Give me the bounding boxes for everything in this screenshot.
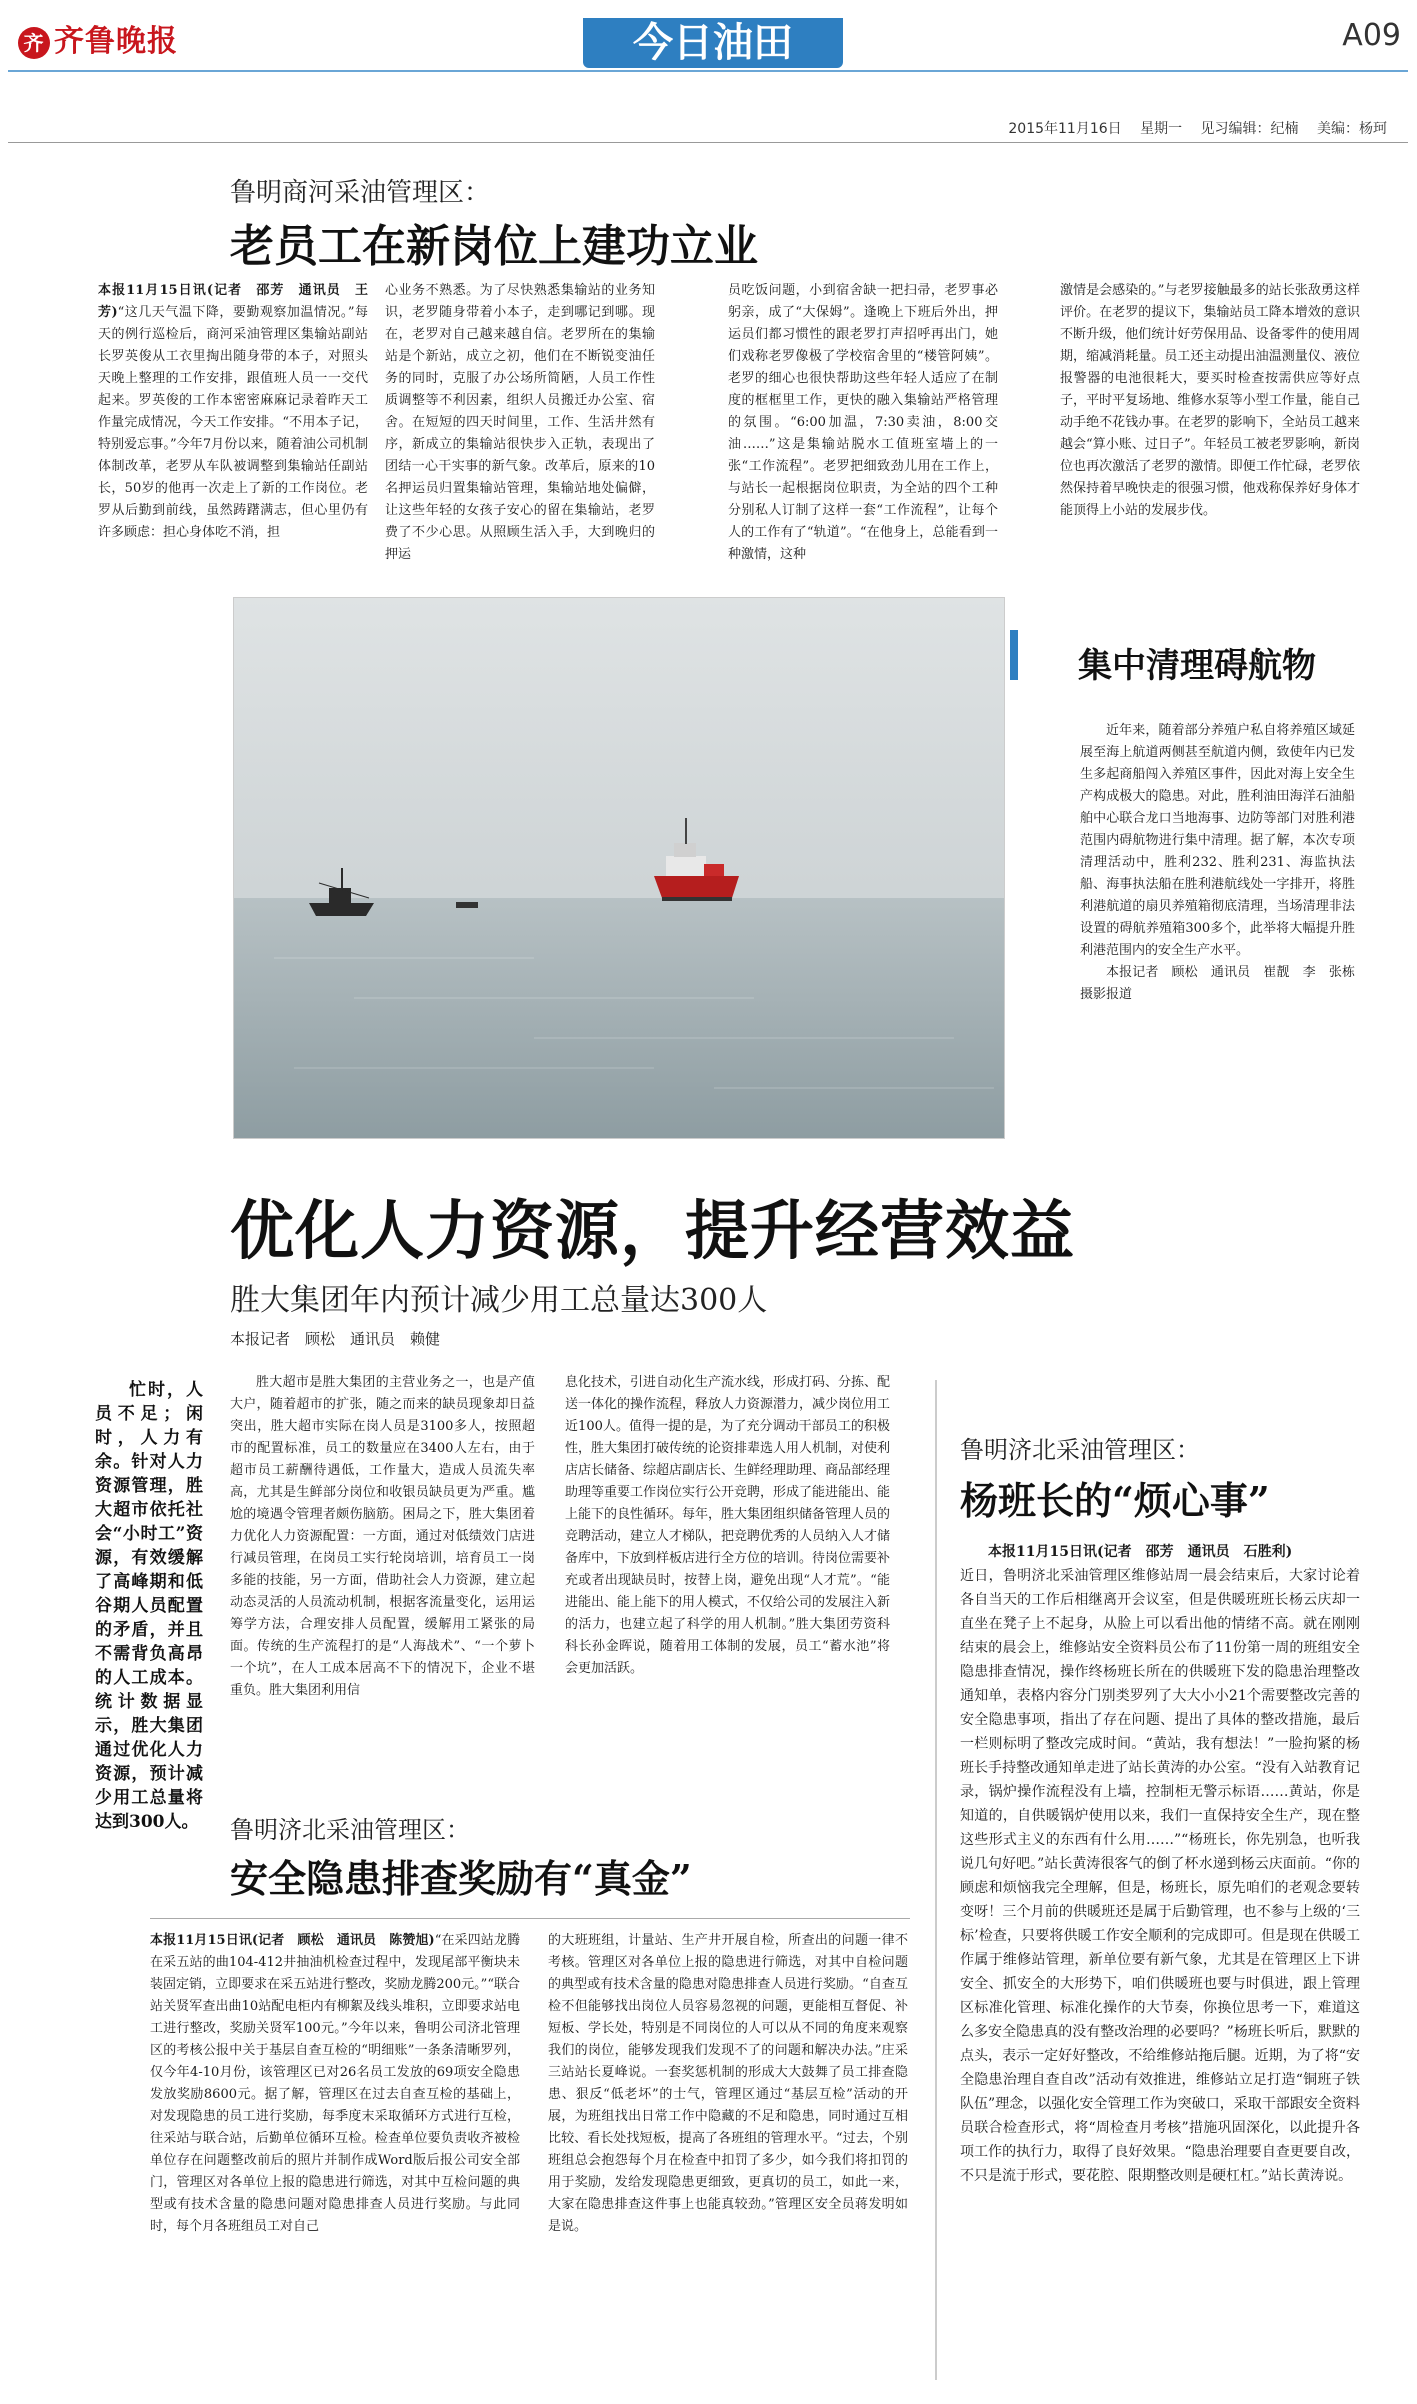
- dateline: 2015年11月16日 星期一 见习编辑：纪楠 美编：杨珂: [1008, 121, 1387, 137]
- article2-column-1: 胜大超市是胜大集团的主营业务之一，也是产值大户，随着超市的扩张，随之而来的缺员现象却日益突出，胜大超市实际在岗人员是3100多人，按照超市的配置标准，员工的数量应在3400人左右，由于超市员工薪酬待遇低，工作量大，造成人员流失率高，尤其是生鲜部分岗位和收银员缺员更为严重。尴尬的境遇令管理者颇伤脑筋。困局之下，胜大集团着力优化人力资源配置：一方面，通过对低绩效门店进行减员管理，在岗员工实行轮岗培训，培育员工一岗多能的技能，另一方面，借助社会人力资源，建立起动态灵活的人员流动机制，根据客流量变化，运用运筹学方法，合理安排人员配置，缓解用工紧张的局面。传统的生产流程打的是“人海战术”、“一个萝卜一个坑”，在人工成本居高不下的情况下，企业不堪重负。胜大集团利用信: [230, 1375, 535, 1698]
- article1-column-2: 心业务不熟悉。为了尽快熟悉集输站的业务知识，老罗随身带着小本子，走到哪记到哪。现在，老罗对自己越来越自信。老罗所在的集输站是个新站，成立之初，他们在不断锐变油任务的同时，克服了办公场所简陋，人员工作性质调整等不利因素，组织人员搬迁办公室、宿舍。在短短的四天时间里，工作、生活井然有序，新成立的集输站很快步入正轨，表现出了团结一心干实事的新气象。改革后，原来的10名押运员归置集输站管理，集输站地处偏僻，让这些年轻的女孩子安心的留在集输站，老罗费了不少心思。从照顾生活入手，大到晚归的押运: [385, 283, 655, 562]
- newspaper-logo: 齐 齐鲁晚报: [18, 16, 178, 60]
- page-number: A09: [1342, 18, 1401, 53]
- article1-column-4: 激情是会感染的。”与老罗接触最多的站长张敌勇这样评价。在老罗的提议下，集输站员工降本增效的意识不断升级，他们统计好劳保用品、设备零件的使用周期，缩减消耗量。员工还主动提出油温测量仪、液位报警器的电池很耗大，要买时检查按需供应等好点子，平时平复场地、维修水泵等小型工作量，能自己动手绝不花钱办事。在老罗的影响下，全站员工越来越会“算小账、过日子”。年轻员工被老罗影响，新岗位也再次激活了老罗的激情。即便工作忙碌，老罗依然保持着早晚快走的很强习惯，他戏称保养好身体才能顶得上小站的发展步伐。: [1060, 283, 1360, 518]
- article2-lead: 忙时，人员不足；闲时，人力有余。针对人力资源管理，胜大超市依托社会“小时工”资源，有效缓解了高峰期和低谷期人员配置的矛盾，并且不需背负高昂的人工成本。统计数据显示，胜大集团通过优化人力资源，预计减少用工总量将达到300人。: [95, 1380, 203, 1832]
- article3-column-1: 本报11月15日讯(记者 顾松 通讯员 陈赞旭)“在采四站龙腾在采五站的曲104-412井抽油机检查过程中，发现尾部平衡块未装固定销，立即要求在采五站进行整改，奖励龙腾200元。”“联合站关贤军查出曲10站配电柜内有柳絮及线头堆积，立即要求站电工进行整改，奖励关贤军100元。”今年以来，鲁明公司济北管理区的考核公报中关于基层自查互检的“明细账”一条条清晰罗列，仅今年4-10月份，该管理区已对26名员工发放的69项安全隐患发放奖励8600元。据了解，管理区在过去自查互检的基础上，对发现隐患的员工进行奖励，每季度末采取循环方式进行互检，往采站与联合站，后勤单位循环互检。检查单位要负责收齐被检单位存在问题整改前后的照片并制作成Word版后报公司安全部门，管理区对各单位上报的隐患进行筛选，对其中互检问题的典型或有技术含量的隐患问题对隐患排查人员进行奖励。与此同时，每个月各班组员工对自己: [150, 1933, 521, 2234]
- sea-photo: [233, 597, 1005, 1139]
- ships-at-sea-image: [234, 598, 1004, 1138]
- article1-kicker: 鲁明商河采油管理区：: [230, 178, 491, 208]
- article2-subhead: 胜大集团年内预计减少用工总量达300人: [230, 1283, 768, 1318]
- article3-headline: 安全隐患排查奖励有“真金”: [230, 1856, 692, 1901]
- section-banner: 今日油田: [583, 18, 843, 68]
- sidebar-body: 近年来，随着部分养殖户私自将养殖区域延展至海上航道两侧甚至航道内侧，致使年内已发生多起商船闯入养殖区事件，因此对海上安全生产构成极大的隐患。对此，胜利油田海洋石油船舶中心联合龙口当地海事、边防等部门对胜利港范围内碍航物进行集中清理。据了解，本次专项清理活动中，胜利232、胜利231、海监执法船、海事执法船在胜利港航线处一字排开，将胜利港航道的扇贝养殖箱彻底清理，当场清理非法设置的碍航养殖箱300多个，此举将大幅提升胜利港范围内的安全生产水平。 本报记者 顾松 通讯员 崔靓 李 张栋 摄影报道: [1080, 723, 1369, 1002]
- sidebar-accent-bar: [1010, 630, 1018, 680]
- article2-byline: 本报记者 顾松 通讯员 赖健: [230, 1330, 441, 1348]
- article3-kicker: 鲁明济北采油管理区：: [230, 1816, 470, 1844]
- article4-kicker: 鲁明济北采油管理区：: [960, 1436, 1200, 1464]
- masthead-rule: [8, 70, 1408, 72]
- article4-headline: 杨班长的“烦心事”: [960, 1478, 1270, 1523]
- article3-rule: [150, 1918, 910, 1919]
- dateline-rule: [8, 142, 1408, 143]
- article2-headline: 优化人力资源，提升经营效益: [230, 1194, 1075, 1269]
- article2-column-2: 息化技术，引进自动化生产流水线，形成打码、分拣、配送一体化的操作流程，释放人力资源潜力，减少岗位用工近100人。值得一提的是，为了充分调动干部员工的积极性，胜大集团打破传统的论资排辈选人用人机制，对使利店店长储备、综超店副店长、生鲜经理助理、商品部经理助理等重要工作岗位实行公开竞聘，形成了能进能出、能上能下的良性循环。每年，胜大集团组织储备管理人员的竞聘活动，建立人才梯队，把竞聘优秀的人员纳入人才储备库中，下放到样板店进行全方位的培训。待岗位需要补充或者出现缺员时，按替上岗，避免出现“人才荒”。“能进能出、能上能下的用人模式，不仅给公司的发展注入新的活力，也建立起了科学的用人机制。”胜大集团劳资科科长孙金晖说，随着用工体制的发展，员工“蓄水池”将会更加活跃。: [565, 1375, 891, 1676]
- column-divider: [935, 1380, 937, 2380]
- article1-column-3: 员吃饭问题，小到宿舍缺一把扫帚，老罗事必躬亲，成了“大保姆”。逢晚上下班后外出，押运员们都习惯性的跟老罗打声招呼再出门，她们戏称老罗像极了学校宿舍里的“楼管阿姨”。老罗的细心也很快帮助这些年轻人适应了在制度的框框里工作，更快的融入集输站严格管理的氛围。“6:00加温，7:30卖油，8:00交油……”这是集输站脱水工值班室墙上的一张“工作流程”。老罗把细致劲儿用在工作上，与站长一起根据岗位职责，为全站的四个工种分别私人订制了这样一套“工作流程”，让每个人的工作有了“轨道”。“在他身上，总能看到一种激情，这种: [728, 283, 998, 562]
- article3-column-2: 的大班班组，计量站、生产井开展自检，所查出的问题一律不考核。管理区对各单位上报的隐患进行筛选，对其中自检问题的典型或有技术含量的隐患对隐患排查人员进行奖励。“自查互检不但能够找出岗位人员容易忽视的问题，更能相互督促、补短板、学长处，特别是不同岗位的人可以从不同的角度来观察我们的岗位，能够发现我们发现不了的问题和解决办法。”庄采三站站长夏峰说。一套奖惩机制的形成大大鼓舞了员工排查隐患、狠反“低老坏”的士气，管理区通过“基层互检”活动的开展，为班组找出日常工作中隐藏的不足和隐患，同时通过互相比较、看长处找短板，提高了各班组的管理水平。“过去，个别班组总会抱怨每个月在检查中扣罚了多少，如今我们将扣罚的用于奖励，发给发现隐患更细致，更真切的员工，如此一来，大家在隐患排查这件事上也能真较劲。”管理区安全员蒋发明如是说。: [548, 1933, 908, 2234]
- sidebar-headline: 集中清理碍航物: [1078, 646, 1316, 686]
- article1-headline: 老员工在新岗位上建功立业: [230, 221, 758, 272]
- article1-column-1: 本报11月15日讯(记者 邵芳 通讯员 王芳)“这几天气温下降，要勤观察加温情况。”每天的例行巡检后，商河采油管理区集输站副站长罗英俊从工衣里掏出随身带的本子，对照头天晚上整理的工作安排，跟值班人员一一交代起来。罗英俊的工作本密密麻麻记录着昨天工作量完成情况，今天工作安排。“不用本子记，特别爱忘事。”今年7月份以来，随着油公司机制体制改革，老罗从车队被调整到集输站任副站长，50岁的他再一次走上了新的工作岗位。老罗从后勤到前线，虽然踌躇满志，但心里仍有许多顾虑：担心身体吃不消，担: [98, 283, 368, 540]
- logo-mark-icon: 齐: [18, 27, 50, 59]
- article4-body: 本报11月15日讯(记者 邵芳 通讯员 石胜利) 近日，鲁明济北采油管理区维修站周一晨会结束后，大家讨论着各自当天的工作后相继离开会议室，但是供暖班班长杨云庆却一直坐在凳子上不起身，从脸上可以看出他的情绪不高。就在刚刚结束的晨会上，维修站安全资料员公布了11份第一周的班组安全隐患排查情况，操作终杨班长所在的供暖班下发的隐患治理整改通知单，表格内容分门别类罗列了大大小小21个需要整改完善的安全隐患事项，指出了存在问题、提出了具体的整改措施，最后一栏则标明了整改完成时间。“黄站，我有想法！”一脸拘紧的杨班长手持整改通知单走进了站长黄涛的办公室。“没有入站教育记录，锅炉操作流程没有上墙，控制柜无警示标语……黄站，你是知道的，自供暖锅炉使用以来，我们一直保持安全生产，现在整这些形式主义的东西有什么用……”“杨班长，你先别急，也听我说几句好吧。”站长黄涛很客气的倒了杯水递到杨云庆面前。“你的顾虑和烦恼我完全理解，但是，杨班长，原先咱们的老观念要转变呀！三个月前的供暖班还是属于后勤管理，也不参与上级的‘三标’检查，只要将供暖工作安全顺利的完成即可。但是现在供暖工作属于维修站管理，新单位要有新气象，尤其是在管理区上下讲安全、抓安全的大形势下，咱们供暖班也要与时俱进，跟上管理区标准化管理、标准化操作的大节奏，你换位思考一下，难道这么多安全隐患真的没有整改治理的必要吗？”杨班长听后，默默的点头，表示一定好好整改，不给维修站拖后腿。近期，为了将“安全隐患治理自查自改”活动有效推进，维修站立足打造“铜班子铁队伍”理念，以强化安全管理工作为突破口，采取干部跟安全资料员联合检查形式，将“周检查月考核”措施巩固深化，以此提升各项工作的执行力，取得了良好效果。“隐患治理要自查更要自改，不只是流于形式，要花腔、限期整改则是硬杠杠。”站长黄涛说。: [960, 1544, 1360, 2184]
